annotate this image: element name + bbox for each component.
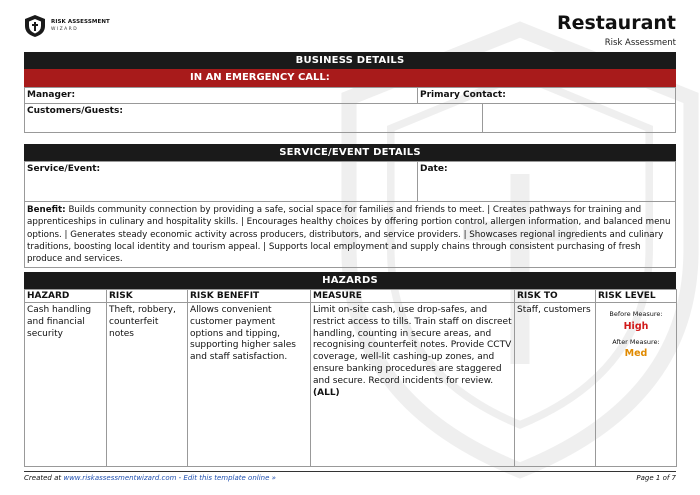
risk-benefit-cell: Allows convenient customer payment options and tipping, supporting higher sales and staff satisfaction. <box>188 303 311 467</box>
date-field[interactable] <box>418 162 675 201</box>
service-event-bar: SERVICE/EVENT DETAILS <box>24 144 676 161</box>
hazards-section <box>24 272 676 467</box>
shield-logo-icon <box>24 14 46 38</box>
column-header-hazard: HAZARD <box>25 290 107 303</box>
primary-contact-field[interactable] <box>418 88 675 103</box>
customers-guests-extra-field[interactable] <box>483 104 675 132</box>
risk-level-cell <box>596 303 677 467</box>
benefit-text: Builds community connection by providing a safe, social space for families and friends to meet. | Creates pathways for training and apprenticeships in culinary and hospitality skills. | Encourages healthy choices by offering portion control, allergen information, and balanced menu options. | Generates steady economic activity across producers, distributors, and service providers. | Showcases regional ingredients and culinary traditions, boosting local identity and tourism appeal. | Supports local employment and supply chains through consistent purchasing of fresh produce and services. <box>27 205 671 265</box>
measure-text: Limit on-site cash, use drop-safes, and restrict access to tills. Train staff on discreet handling, counting in secure areas, and recognising counterfeit notes. Provide CCTV coverage, well-lit cashing-up zones, and ensure banking procedures are staggered and secure. Record incidents for review. <box>313 305 512 386</box>
hazard-cell: Cash handling and financial security <box>25 303 107 467</box>
page-subtitle: Risk Assessment <box>604 38 676 48</box>
business-details-section <box>24 52 676 133</box>
measure-tag: (ALL) <box>313 387 340 398</box>
customers-guests-label: Customers/Guests: <box>27 106 123 116</box>
column-header-measure: MEASURE <box>311 290 515 303</box>
logo-text-line2: W I Z A R D <box>51 26 77 32</box>
after-measure-label: After Measure: <box>612 337 660 346</box>
before-measure-label: Before Measure: <box>609 310 663 318</box>
column-header-risk-to: RISK TO <box>515 290 596 303</box>
service-event-label: Service/Event: <box>27 164 101 174</box>
measure-cell <box>311 303 515 467</box>
hazards-table <box>24 289 677 467</box>
business-details-bar: BUSINESS DETAILS <box>24 52 676 69</box>
risk-to-cell: Staff, customers <box>515 303 596 467</box>
benefit-label: Benefit: <box>27 205 66 215</box>
footer-link[interactable]: www.riskassessmentwizard.com - Edit this template online » <box>63 474 276 482</box>
table-row <box>25 303 677 467</box>
manager-field[interactable] <box>25 88 418 103</box>
manager-label: Manager: <box>27 90 76 100</box>
logo <box>24 14 110 38</box>
after-measure-value: Med <box>624 348 648 360</box>
footer-created-text: Created at <box>24 474 62 482</box>
before-measure-value: High <box>623 320 649 332</box>
primary-contact-label: Primary Contact: <box>420 90 506 100</box>
service-event-field[interactable] <box>25 162 418 201</box>
emergency-call-bar: IN AN EMERGENCY CALL: <box>24 69 676 87</box>
benefit-text-block <box>24 202 676 268</box>
column-header-risk-level: RISK LEVEL <box>596 290 677 303</box>
service-event-section <box>24 144 676 268</box>
page-header <box>24 10 676 50</box>
column-header-risk: RISK <box>107 290 188 303</box>
logo-text-line1: RISK ASSESSMENT <box>51 19 110 25</box>
column-header-risk-benefit: RISK BENEFIT <box>188 290 311 303</box>
page-footer <box>24 471 676 482</box>
page-number: Page 1 of 7 <box>636 474 676 482</box>
customers-guests-field[interactable] <box>25 104 483 132</box>
risk-cell: Theft, robbery, counterfeit notes <box>107 303 188 467</box>
date-label: Date: <box>420 164 448 174</box>
hazards-bar: HAZARDS <box>24 272 676 289</box>
page-title: Restaurant <box>556 12 676 34</box>
